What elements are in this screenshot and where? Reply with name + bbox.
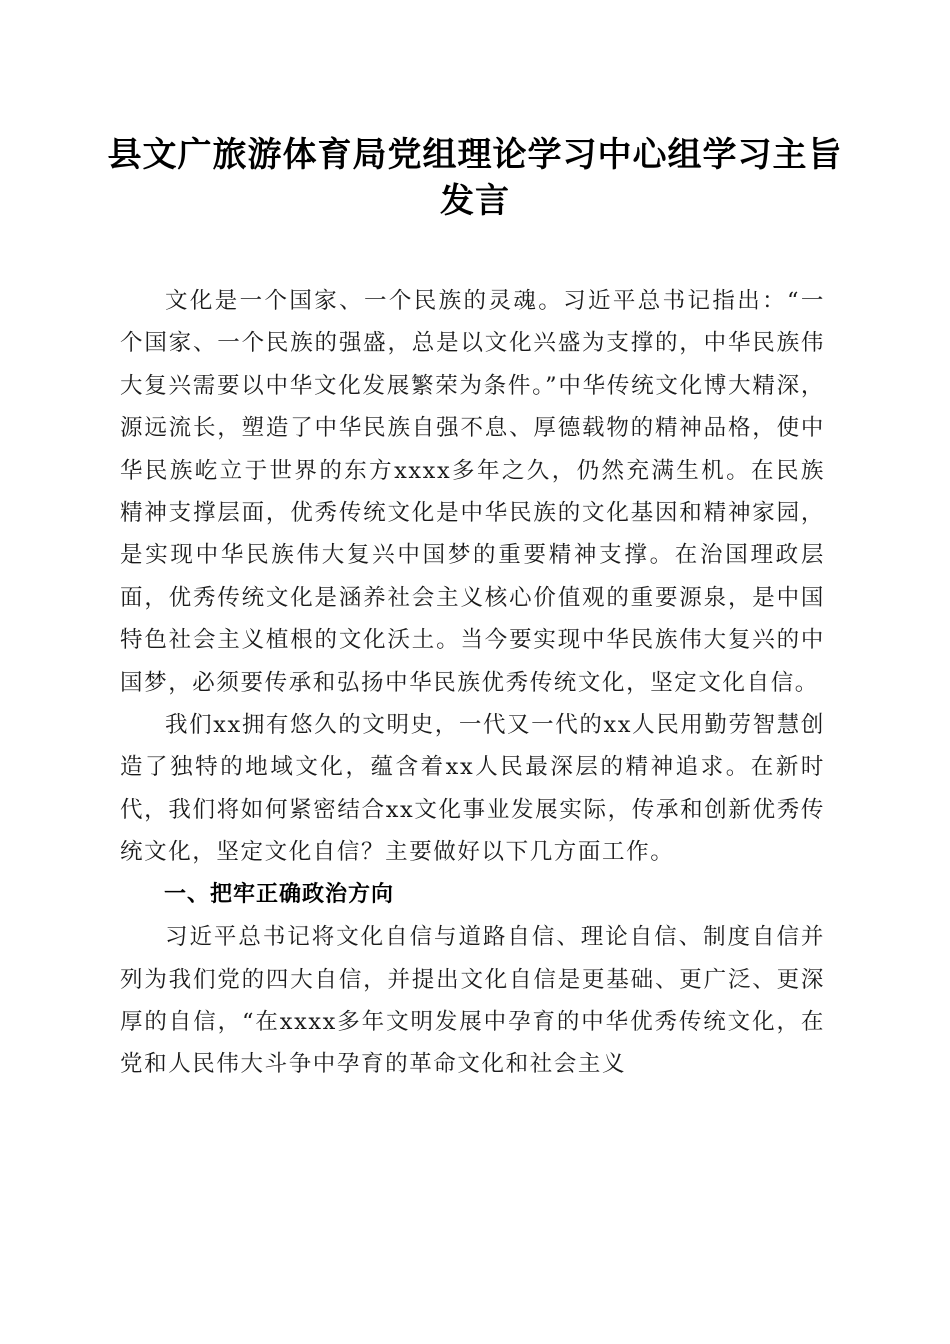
document-title: 县文广旅游体育局党组理论学习中心组学习主旨发言 — [107, 135, 843, 221]
section-heading: 一、把牢正确政治方向 — [164, 881, 395, 907]
section-paragraph: 习近平总书记将文化自信与道路自信、理论自信、制度自信并列为我们党的四大自信，并提出文化自信是更基础、更广泛、更深厚的自信，“在xxxx多年文明发展中孕育的中华优秀传统文化，在党和人民伟大斗争中孕育的革命文化和社会主义 — [120, 924, 825, 1078]
document-body — [120, 280, 825, 1086]
body-paragraph-1: 文化是一个国家、一个民族的灵魂。习近平总书记指出：“一个国家、一个民族的强盛，总是以文化兴盛为支撑的，中华民族伟大复兴需要以中华文化发展繁荣为条件。”中华传统文化博大精深，源远流长，塑造了中华民族自强不息、厚德载物的精神品格，使中华民族屹立于世界的东方xxxx多年之久，仍然充满生机。在民族精神支撑层面，优秀传统文化是中华民族的文化基因和精神家园，是实现中华民族伟大复兴中国梦的重要精神支撑。在治国理政层面，优秀传统文化是涵养社会主义核心价值观的重要源泉，是中国特色社会主义植根的文化沃土。当今要实现中华民族伟大复兴的中国梦，必须要传承和弘扬中华民族优秀传统文化，坚定文化自信。 — [120, 288, 825, 696]
body-paragraph-2: 我们xx拥有悠久的文明史，一代又一代的xx人民用勤劳智慧创造了独特的地域文化，蕴含着xx人民最深层的精神追求。在新时代，我们将如何紧密结合xx文化事业发展实际，传承和创新优秀传统文化，坚定文化自信？主要做好以下几方面工作。 — [120, 712, 825, 866]
